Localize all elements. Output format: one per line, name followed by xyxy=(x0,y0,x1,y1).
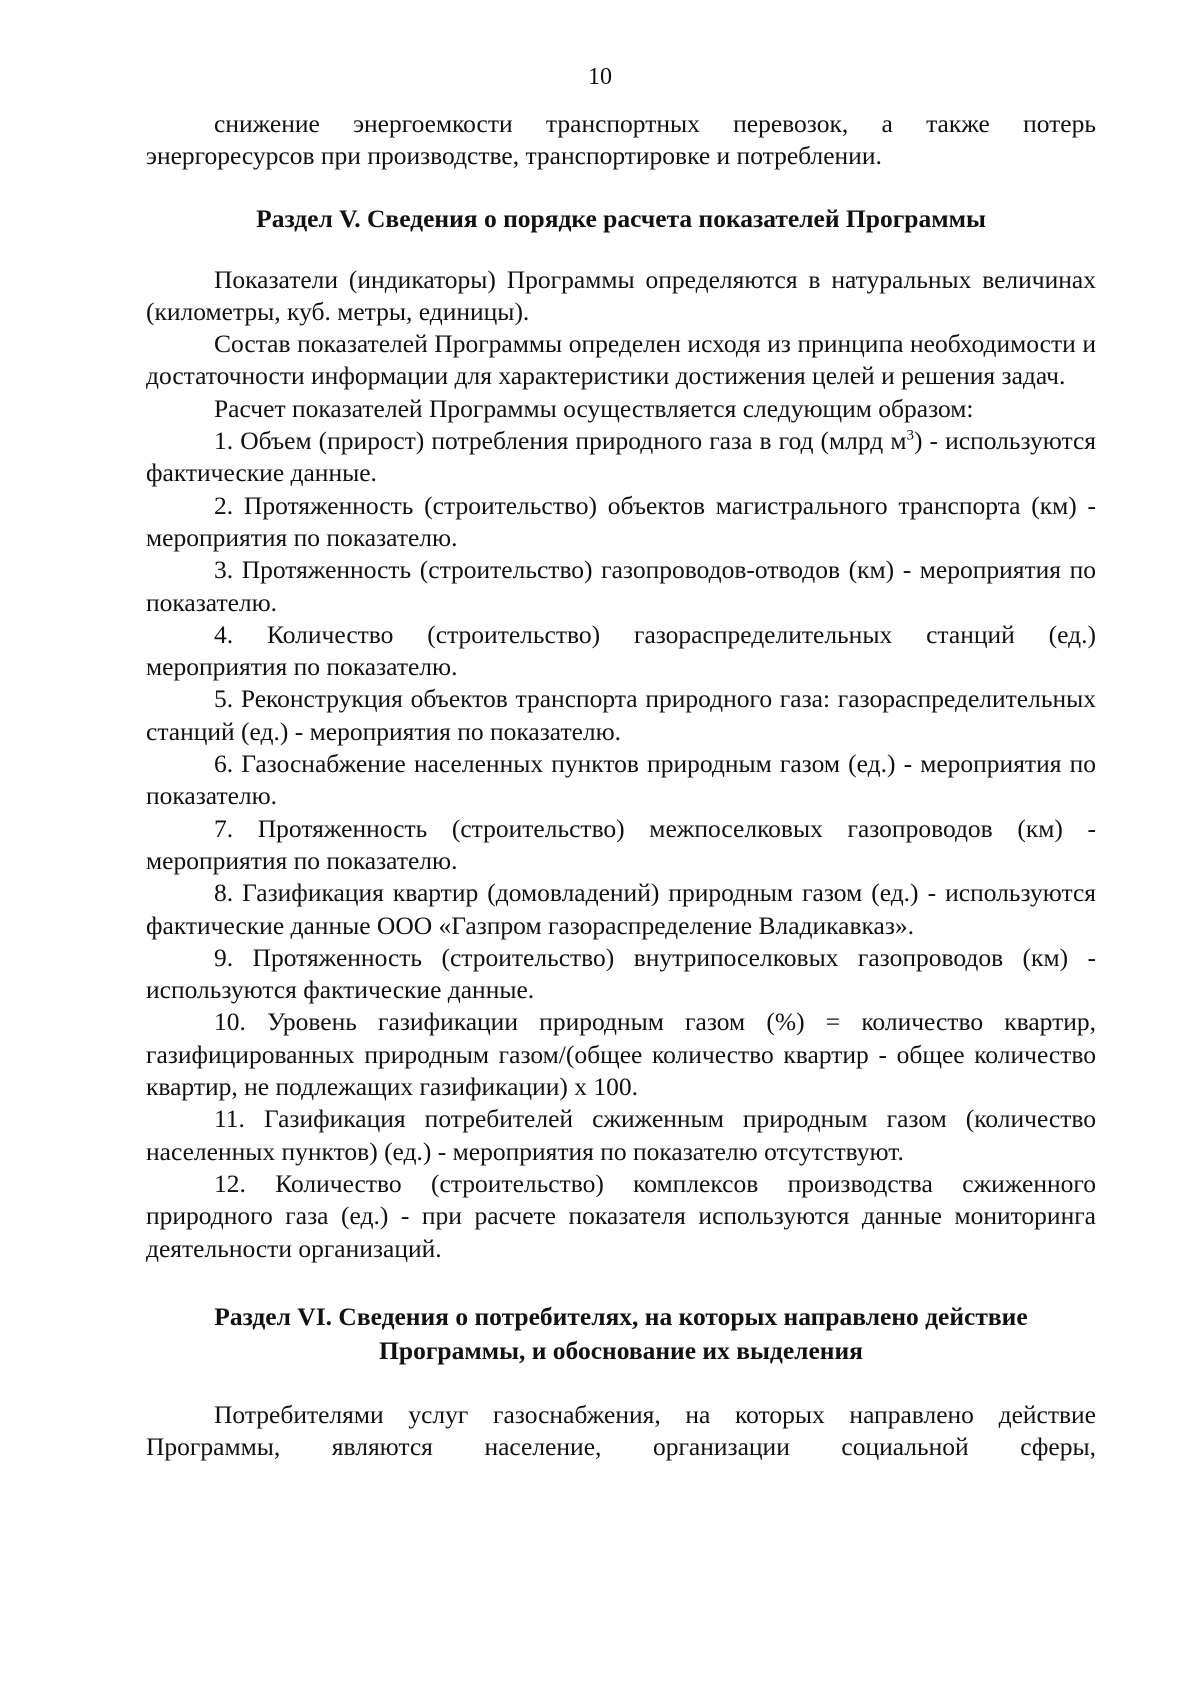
document-body xyxy=(146,108,1096,1463)
indicator-item: 8. Газификация квартир (домовладений) природным газом (ед.) - используются фактические данные ООО «Газпром газораспределение Владикавказ». xyxy=(146,878,1096,940)
indicator-item: 9. Протяженность (строительство) внутрипоселковых газопроводов (км) - используются фактические данные. xyxy=(146,942,1096,1005)
indicator-item-1-tail: ) - используются фактические данные. xyxy=(146,426,1096,488)
indicator-item: 2. Протяженность (строительство) объектов магистрального транспорта (км) - мероприятия по показателю. xyxy=(146,490,1096,552)
indicator-item-1 xyxy=(146,425,1096,490)
indicator-item: 6. Газоснабжение населенных пунктов природным газом (ед.) - мероприятия по показателю. xyxy=(146,749,1096,811)
indicator-item: 5. Реконструкция объектов транспорта природного газа: газораспределительных станций (ед.) - мероприятия по показателю. xyxy=(146,684,1096,746)
indicator-item: 7. Протяженность (строительство) межпоселковых газопроводов (км) - мероприятия по показателю. xyxy=(146,813,1096,875)
section-5-paragraph: Состав показателей Программы определен исходя из принципа необходимости и достаточности информации для характеристики достижения целей и решения задач. xyxy=(146,329,1096,391)
section-6-title-line-1: Раздел VI. Сведения о потребителях, на которых направлено действие xyxy=(214,1301,1028,1331)
superscript-3: 3 xyxy=(906,427,914,444)
section-6-title xyxy=(146,1300,1096,1368)
indicator-item: 3. Протяженность (строительство) газопроводов-отводов (км) - мероприятия по показателю. xyxy=(146,555,1096,617)
indicator-item: 11. Газификация потребителей сжиженным природным газом (количество населенных пунктов) (ед.) - мероприятия по показателю отсутствуют. xyxy=(146,1104,1096,1166)
section-5-paragraph: Расчет показателей Программы осуществляется следующим образом: xyxy=(214,393,974,423)
page-number: 10 xyxy=(588,64,612,90)
indicator-item: 4. Количество (строительство) газораспределительных станций (ед.) мероприятия по показателю. xyxy=(146,619,1096,682)
section-5-paragraph: Показатели (индикаторы) Программы определяются в натуральных величинах (километры, куб. метры, единицы). xyxy=(146,264,1096,326)
section-6-title-line-2: Программы, и обоснование их выделения xyxy=(379,1335,863,1365)
indicator-item-1-text: 1. Объем (прирост) потребления природного газа в год (млрд м xyxy=(214,426,907,456)
section-6-paragraph: Потребителями услуг газоснабжения, на которых направлено действие Программы, являются население, организации социальной сферы, xyxy=(146,1399,1096,1462)
indicator-item: 10. Уровень газификации природным газом (%) = количество квартир, газифицированных природным газом/(общее количество квартир - общее количество квартир, не подлежащих газификации) x 100. xyxy=(146,1007,1096,1102)
intro-paragraph: снижение энергоемкости транспортных перевозок, а также потерь энергоресурсов при производстве, транспортировке и потреблении. xyxy=(146,109,1096,171)
indicator-item: 12. Количество (строительство) комплексов производства сжиженного природного газа (ед.) - при расчете показателя используются данные мониторинга деятельности организаций. xyxy=(146,1168,1096,1263)
section-5-title: Раздел V. Сведения о порядке расчета показателей Программы xyxy=(256,203,986,233)
